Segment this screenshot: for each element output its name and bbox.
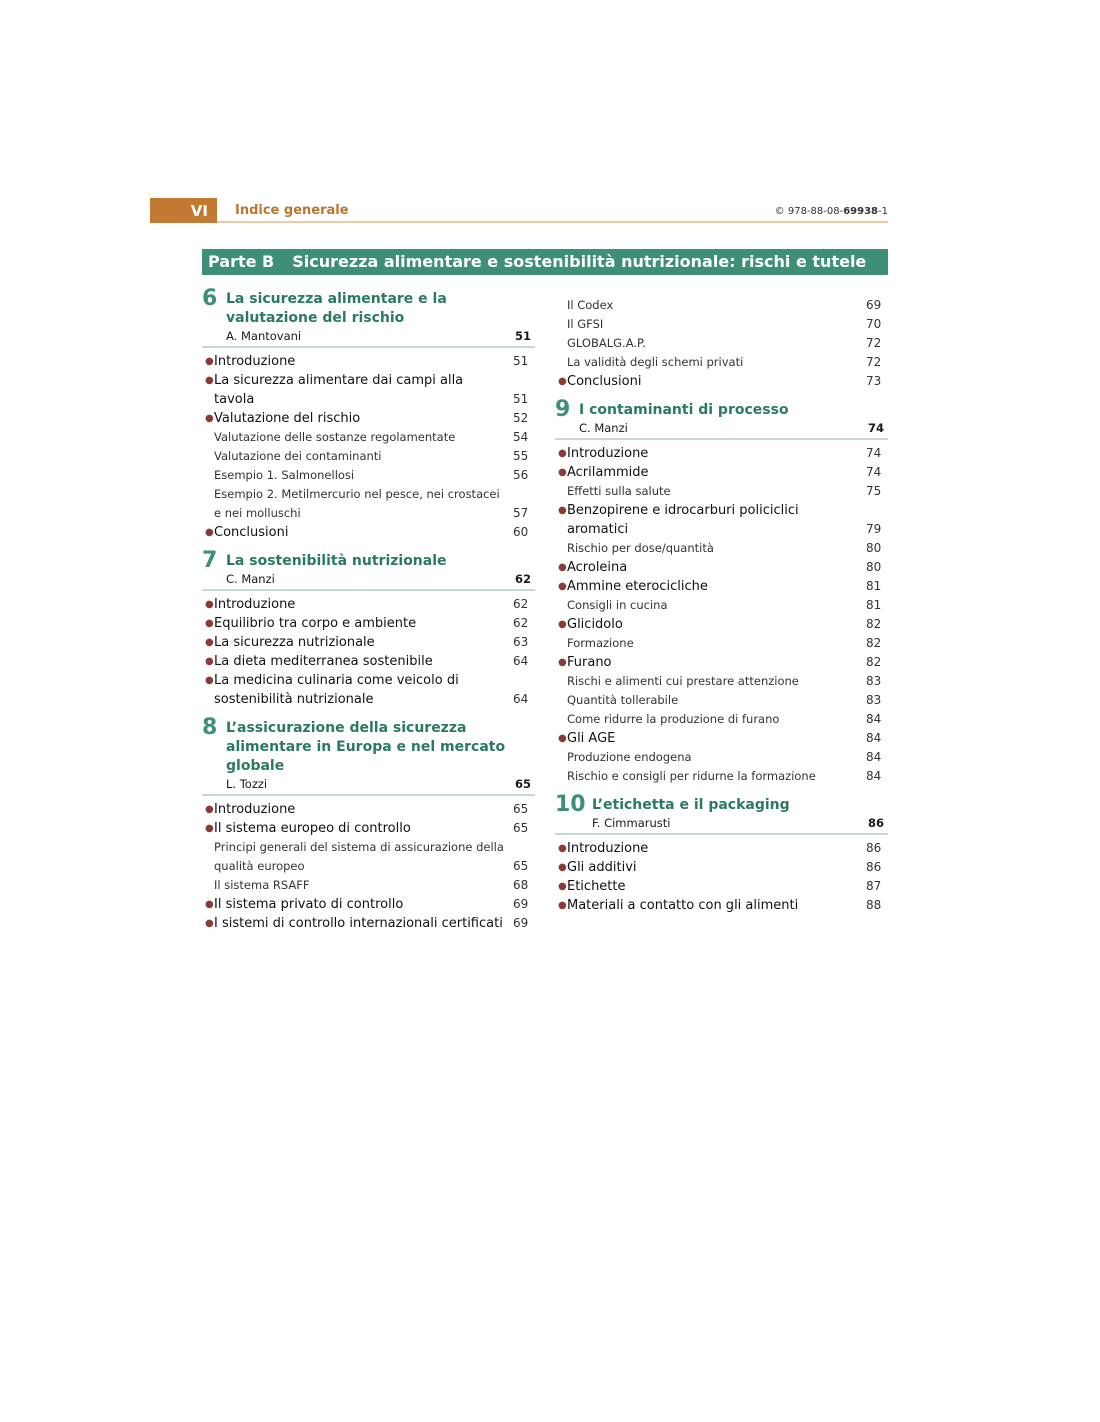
toc-entry-page: 51 (513, 392, 529, 406)
page-header (150, 198, 888, 223)
toc-entry-text: Principi generali del sistema di assicurazione della qualità europeo (214, 840, 504, 873)
chapter-author-row (202, 776, 535, 796)
chapter-number: 9 (555, 397, 571, 422)
toc-entry-label (202, 485, 507, 523)
toc-entry-page: 84 (866, 712, 882, 726)
toc-entries (202, 800, 535, 933)
isbn-prefix: © 978-88-08- (774, 206, 844, 217)
toc-entry-label (555, 353, 860, 372)
isbn-bold: 69938 (843, 206, 879, 217)
running-title: Indice generale (235, 203, 349, 218)
toc-entry-page: 75 (866, 484, 882, 498)
toc-entries (555, 296, 888, 391)
chapter-page: 51 (514, 329, 531, 343)
toc-entry-page: 69 (866, 298, 882, 312)
toc-entry[interactable] (555, 577, 888, 596)
bullet-icon: ● (205, 899, 214, 910)
toc-entry-text: Quantità tollerabile (567, 693, 679, 707)
toc-entry-page: 84 (866, 769, 882, 783)
toc-entry-page: 81 (866, 579, 882, 593)
toc-entry-page: 56 (513, 468, 529, 482)
toc-entry-page: 81 (866, 598, 882, 612)
toc-entry-page: 80 (866, 560, 882, 574)
toc-entry-page: 65 (513, 821, 529, 835)
bullet-icon: ● (205, 413, 214, 424)
toc-entry[interactable] (202, 671, 535, 709)
toc-entry-label (555, 615, 860, 634)
toc-entry[interactable] (555, 858, 888, 877)
chapter-heading (202, 286, 535, 348)
chapter-author-row (555, 420, 888, 440)
toc-entry-text: I sistemi di controllo internazionali certificati (214, 916, 503, 931)
toc-entry[interactable] (555, 877, 888, 896)
toc-entry-label (202, 671, 507, 709)
toc-entry-label (555, 334, 860, 353)
toc-entry[interactable] (202, 838, 535, 876)
toc-entry[interactable] (202, 523, 535, 542)
toc-entry[interactable] (555, 748, 888, 767)
toc-entry-text: Rischi e alimenti cui prestare attenzione (567, 674, 799, 688)
toc-entry-page: 82 (866, 617, 882, 631)
toc-entry[interactable] (202, 633, 535, 652)
toc-entry[interactable] (555, 501, 888, 539)
toc-entry-page: 55 (513, 449, 529, 463)
isbn (775, 206, 888, 217)
toc-entry-text: La validità degli schemi privati (567, 355, 744, 369)
toc-entry-label (555, 672, 860, 691)
toc-entry-page: 80 (866, 541, 882, 555)
toc-entry-label (555, 482, 860, 501)
chapter-7 (202, 548, 535, 709)
chapter-8 (202, 715, 535, 933)
toc-entry-text: Produzione endogena (567, 750, 692, 764)
chapter-heading (202, 548, 535, 591)
toc-entries (555, 444, 888, 786)
chapter-number: 10 (555, 792, 586, 817)
bullet-icon: ● (558, 448, 567, 459)
toc-entry-page: 82 (866, 636, 882, 650)
chapter-heading (555, 792, 888, 835)
toc-entry-label (202, 447, 507, 466)
bullet-icon: ● (205, 637, 214, 648)
toc-entry-label (555, 501, 860, 539)
chapter-title[interactable]: La sostenibilità nutrizionale (226, 553, 447, 569)
toc-entry-page: 57 (513, 506, 529, 520)
toc-entry[interactable] (555, 710, 888, 729)
toc-entry-page: 64 (513, 692, 529, 706)
header-divider (217, 221, 888, 223)
toc-entry-page: 60 (513, 525, 529, 539)
toc-entry-text: Introduzione (567, 841, 649, 856)
toc-entry-label (555, 634, 860, 653)
toc-entry[interactable] (555, 634, 888, 653)
bullet-icon: ● (558, 581, 567, 592)
toc-entry-label (202, 614, 507, 633)
chapter-author-row (555, 815, 888, 835)
toc-entry[interactable] (555, 839, 888, 858)
toc-entry-label (555, 296, 860, 315)
toc-entry-text: GLOBALG.A.P. (567, 336, 646, 350)
bullet-icon: ● (558, 562, 567, 573)
toc-entry-page: 72 (866, 355, 882, 369)
toc-entry-page: 68 (513, 878, 529, 892)
toc-entry[interactable] (555, 296, 888, 315)
part-title: Sicurezza alimentare e sostenibilità nutrizionale: rischi e tutele (292, 252, 867, 271)
chapter-title[interactable]: I contaminanti di processo (579, 402, 789, 418)
toc-entry[interactable] (202, 352, 535, 371)
chapter-page: 86 (867, 816, 884, 830)
chapter-title[interactable]: L’assicurazione della sicurezza alimentare in Europa e nel mercato globale (226, 720, 506, 774)
bullet-icon: ● (558, 862, 567, 873)
toc-entry-text: La dieta mediterranea sostenibile (214, 654, 433, 669)
bullet-icon: ● (558, 733, 567, 744)
chapter-10 (555, 792, 888, 915)
toc-entry-label (202, 819, 507, 838)
toc-entry[interactable] (555, 767, 888, 786)
toc-entry[interactable] (202, 466, 535, 485)
toc-entry-text: Conclusioni (567, 374, 642, 389)
toc-entry-text: Acrilammide (567, 465, 649, 480)
toc-entry-text: Valutazione del rischio (214, 411, 361, 426)
toc-entry-page: 65 (513, 802, 529, 816)
toc-entry-text: Equilibrio tra corpo e ambiente (214, 616, 417, 631)
toc-entry-label (202, 914, 507, 933)
toc-entry[interactable] (202, 819, 535, 838)
toc-entry-label (202, 876, 507, 895)
toc-entry-text: Il GFSI (567, 317, 604, 331)
toc-entry-text: Il sistema europeo di controllo (214, 821, 411, 836)
toc-entry-page: 83 (866, 674, 882, 688)
bullet-icon: ● (205, 375, 214, 386)
toc-entry-label (555, 558, 860, 577)
toc-entry[interactable] (555, 691, 888, 710)
toc-entry-label (555, 596, 860, 615)
bullet-icon: ● (558, 881, 567, 892)
toc-entries (555, 839, 888, 915)
chapter-heading (555, 397, 888, 440)
toc-entry-label (202, 523, 507, 542)
toc-entry[interactable] (202, 428, 535, 447)
toc-entry-text: Conclusioni (214, 525, 289, 540)
bullet-icon: ● (558, 900, 567, 911)
toc-entry-text: Introduzione (214, 802, 296, 817)
toc-entry-text: Etichette (567, 879, 626, 894)
toc-entry-page: 74 (866, 465, 882, 479)
toc-entry-label (555, 372, 860, 391)
chapter-author: F. Cimmarusti (592, 816, 671, 830)
toc-entry-label (202, 595, 507, 614)
chapter-number: 7 (202, 548, 218, 573)
toc-entry-page: 62 (513, 616, 529, 630)
toc-entry-label (202, 652, 507, 671)
toc-entry-page: 52 (513, 411, 529, 425)
chapter-author: L. Tozzi (226, 777, 268, 791)
toc-entry[interactable] (202, 914, 535, 933)
toc-entry-label (202, 838, 507, 876)
toc-entry-label (555, 858, 860, 877)
chapter-author: A. Mantovani (226, 329, 302, 343)
toc-entry-page: 51 (513, 354, 529, 368)
toc-entry-label (555, 710, 860, 729)
toc-entry[interactable] (202, 876, 535, 895)
toc-entry[interactable] (202, 652, 535, 671)
bullet-icon: ● (205, 356, 214, 367)
chapter-author: C. Manzi (579, 421, 628, 435)
part-banner (202, 249, 888, 275)
toc-entry-label (555, 577, 860, 596)
toc-entry[interactable] (202, 447, 535, 466)
toc-entry[interactable] (555, 539, 888, 558)
toc-entry[interactable] (202, 895, 535, 914)
toc-entry-label (555, 463, 860, 482)
toc-entry[interactable] (202, 614, 535, 633)
bullet-icon: ● (205, 599, 214, 610)
page-number: VI (150, 198, 217, 223)
toc-entry-label (202, 800, 507, 819)
toc-entry-page: 65 (513, 859, 529, 873)
toc-entry-label (555, 877, 860, 896)
toc-entry-text: La medicina culinaria come veicolo di sostenibilità nutrizionale (214, 673, 459, 707)
toc-entry-label (555, 691, 860, 710)
bullet-icon: ● (558, 376, 567, 387)
toc-entry-text: Furano (567, 655, 612, 670)
toc-entries (202, 595, 535, 709)
toc-entry[interactable] (555, 372, 888, 391)
chapter-number: 6 (202, 286, 218, 311)
part-label: Parte B (208, 252, 275, 271)
toc-entry[interactable] (555, 896, 888, 915)
toc-column-left (202, 286, 535, 943)
toc-entry-label (555, 315, 860, 334)
toc-entry-page: 88 (866, 898, 882, 912)
toc-entry[interactable] (555, 334, 888, 353)
toc-entry[interactable] (202, 485, 535, 523)
toc-entry-text: Esempio 2. Metilmercurio nel pesce, nei crostacei e nei molluschi (214, 487, 500, 520)
bullet-icon: ● (205, 527, 214, 538)
toc-entry-page: 79 (866, 522, 882, 536)
toc-entry-label (202, 371, 507, 409)
chapter-author: C. Manzi (226, 572, 275, 586)
toc-entry-label (202, 352, 507, 371)
toc-entry-label (202, 895, 507, 914)
toc-entry[interactable] (555, 615, 888, 634)
toc-entry-text: Rischio e consigli per ridurne la formazione (567, 769, 816, 783)
bullet-icon: ● (558, 467, 567, 478)
chapter-title[interactable]: L’etichetta e il packaging (592, 797, 790, 813)
toc-entry-text: La sicurezza alimentare dai campi alla tavola (214, 373, 464, 407)
toc-entry[interactable] (202, 595, 535, 614)
bullet-icon: ● (558, 505, 567, 516)
toc-entry-text: Gli additivi (567, 860, 637, 875)
toc-entry-page: 86 (866, 860, 882, 874)
chapter-6 (202, 286, 535, 542)
toc-entry-text: Valutazione dei contaminanti (214, 449, 382, 463)
chapter-8 (555, 296, 888, 391)
toc-entry-text: La sicurezza nutrizionale (214, 635, 375, 650)
toc-entry-text: Consigli in cucina (567, 598, 668, 612)
toc-entry-text: Materiali a contatto con gli alimenti (567, 898, 799, 913)
toc-entry[interactable] (555, 672, 888, 691)
toc-entry-text: Rischio per dose/quantità (567, 541, 714, 555)
toc-entry-label (202, 428, 507, 447)
toc-column-right (555, 290, 888, 925)
bullet-icon: ● (205, 675, 214, 686)
chapter-number: 8 (202, 715, 218, 740)
toc-entry[interactable] (555, 596, 888, 615)
toc-entries (202, 352, 535, 542)
bullet-icon: ● (558, 657, 567, 668)
toc-entry-page: 69 (513, 916, 529, 930)
toc-entry-text: Il Codex (567, 298, 614, 312)
toc-entry-text: Acroleina (567, 560, 628, 575)
toc-entry-page: 86 (866, 841, 882, 855)
chapter-9 (555, 397, 888, 786)
toc-entry[interactable] (555, 729, 888, 748)
chapter-page: 65 (514, 777, 531, 791)
bullet-icon: ● (558, 619, 567, 630)
bullet-icon: ● (205, 804, 214, 815)
toc-entry[interactable] (202, 371, 535, 409)
toc-entry-page: 74 (866, 446, 882, 460)
bullet-icon: ● (205, 823, 214, 834)
toc-entry-text: Valutazione delle sostanze regolamentate (214, 430, 456, 444)
toc-entry-page: 69 (513, 897, 529, 911)
isbn-suffix: -1 (878, 206, 888, 217)
toc-entry-page: 72 (866, 336, 882, 350)
toc-entry-label (555, 539, 860, 558)
toc-entry[interactable] (202, 800, 535, 819)
toc-entry-page: 84 (866, 750, 882, 764)
toc-entry-text: Glicidolo (567, 617, 623, 632)
toc-entry-label (555, 839, 860, 858)
chapter-author-row (202, 571, 535, 591)
chapter-title[interactable]: La sicurezza alimentare e la valutazione del rischio (226, 291, 447, 326)
toc-entry-page: 64 (513, 654, 529, 668)
toc-entry-label (555, 767, 860, 786)
toc-entry-text: Effetti sulla salute (567, 484, 671, 498)
toc-entry-text: Introduzione (214, 354, 296, 369)
chapter-heading (202, 715, 535, 796)
toc-entry-page: 62 (513, 597, 529, 611)
toc-entry-label (202, 633, 507, 652)
toc-entry-label (555, 896, 860, 915)
toc-entry[interactable] (555, 444, 888, 463)
toc-entry-label (555, 729, 860, 748)
toc-entry-page: 70 (866, 317, 882, 331)
chapter-page: 62 (514, 572, 531, 586)
toc-entry-page: 82 (866, 655, 882, 669)
bullet-icon: ● (205, 918, 214, 929)
toc-entry-label (202, 466, 507, 485)
chapter-author-row (202, 328, 535, 348)
toc-entry-text: Esempio 1. Salmonellosi (214, 468, 355, 482)
toc-entry[interactable] (555, 558, 888, 577)
toc-entry-label (202, 409, 507, 428)
toc-entry[interactable] (555, 653, 888, 672)
toc-entry-label (555, 653, 860, 672)
toc-entry-page: 54 (513, 430, 529, 444)
toc-entry-label (555, 748, 860, 767)
bullet-icon: ● (205, 656, 214, 667)
toc-entry-text: Il sistema privato di controllo (214, 897, 404, 912)
toc-entry-text: Come ridurre la produzione di furano (567, 712, 780, 726)
toc-entry[interactable] (202, 409, 535, 428)
toc-entry[interactable] (555, 463, 888, 482)
toc-entry-text: Benzopirene e idrocarburi policiclici aromatici (567, 503, 799, 537)
toc-entry-text: Gli AGE (567, 731, 616, 746)
toc-entry-text: Il sistema RSAFF (214, 878, 310, 892)
toc-entry[interactable] (555, 315, 888, 334)
bullet-icon: ● (558, 843, 567, 854)
toc-entry[interactable] (555, 353, 888, 372)
toc-entry-text: Ammine eterocicliche (567, 579, 708, 594)
toc-entry-page: 84 (866, 731, 882, 745)
toc-entry-page: 63 (513, 635, 529, 649)
chapter-page: 74 (867, 421, 884, 435)
toc-entry-text: Introduzione (214, 597, 296, 612)
toc-entry[interactable] (555, 482, 888, 501)
toc-entry-page: 73 (866, 374, 882, 388)
bullet-icon: ● (205, 618, 214, 629)
toc-entry-text: Introduzione (567, 446, 649, 461)
toc-entry-text: Formazione (567, 636, 634, 650)
toc-entry-label (555, 444, 860, 463)
toc-entry-page: 87 (866, 879, 882, 893)
toc-entry-page: 83 (866, 693, 882, 707)
